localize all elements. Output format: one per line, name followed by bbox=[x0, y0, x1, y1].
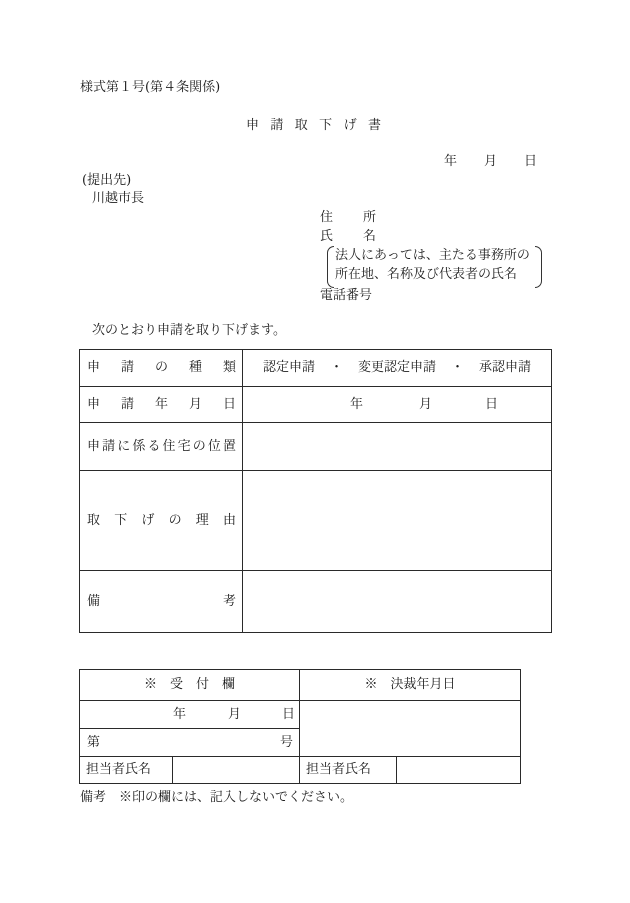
name-label bbox=[320, 229, 376, 245]
form-number: 様式第１号(第４条関係) bbox=[80, 80, 221, 95]
application-date-year: 年 bbox=[350, 396, 364, 412]
housing-location-value-cell bbox=[243, 423, 552, 471]
label-char: げ bbox=[343, 118, 357, 133]
application-type-options bbox=[243, 360, 551, 376]
label-char: る bbox=[147, 438, 161, 454]
label-char: 下 bbox=[114, 512, 128, 528]
application-type-label bbox=[87, 360, 236, 376]
label-char: 日 bbox=[222, 396, 236, 412]
remarks-label-cell bbox=[80, 571, 243, 633]
submission-date-year: 年 bbox=[444, 154, 458, 169]
label-char: 申 bbox=[87, 438, 101, 454]
office-use-table bbox=[79, 669, 521, 784]
number-prefix: 第 bbox=[87, 734, 101, 750]
label-char: 住 bbox=[320, 210, 334, 225]
withdrawal-reason-value-cell bbox=[243, 471, 552, 571]
application-date-label-cell bbox=[80, 387, 243, 423]
option-change-certification: 変更認定申請 bbox=[357, 360, 436, 375]
withdrawal-reason-label-cell bbox=[80, 471, 243, 571]
recipient-name: 川越市長 bbox=[92, 191, 145, 206]
label-char: の bbox=[192, 438, 206, 454]
statement: 次のとおり申請を取り下げます。 bbox=[92, 323, 286, 338]
note-bracket-left bbox=[327, 246, 334, 288]
label-char: 氏 bbox=[320, 229, 334, 244]
label-char: の bbox=[154, 360, 168, 375]
label-char: 申 bbox=[246, 118, 260, 133]
application-date-month: 月 bbox=[419, 396, 433, 412]
label-char: 下 bbox=[319, 118, 333, 133]
reception-number-cell bbox=[80, 729, 300, 757]
recipient-label: (提出先) bbox=[82, 173, 132, 188]
reception-header: ※ 受 付 欄 bbox=[80, 670, 300, 701]
reception-staff-name-cell bbox=[173, 757, 300, 784]
label-char: 住 bbox=[162, 438, 176, 454]
label-char: 申 bbox=[87, 360, 101, 375]
decision-date-cell bbox=[300, 701, 521, 757]
withdrawal-table bbox=[79, 349, 552, 633]
application-type-row bbox=[80, 350, 552, 387]
decision-staff-name-cell bbox=[397, 757, 521, 784]
label-char: 宅 bbox=[177, 438, 191, 454]
remarks-value-cell bbox=[243, 571, 552, 633]
note-bracket-right bbox=[535, 246, 542, 288]
reception-date-row bbox=[80, 701, 521, 729]
application-date-label bbox=[87, 397, 236, 413]
label-char: 考 bbox=[222, 593, 236, 609]
label-char: 請 bbox=[102, 438, 116, 454]
application-date-row bbox=[80, 387, 552, 423]
corporate-note-line-2: 所在地、名称及び代表者の氏名 bbox=[335, 267, 518, 282]
corporate-note-line-1: 法人にあっては、主たる事務所の bbox=[335, 248, 530, 263]
remarks-row bbox=[80, 571, 552, 633]
label-char: 月 bbox=[188, 396, 202, 412]
label-char: 種 bbox=[188, 360, 202, 375]
label-char: 置 bbox=[222, 438, 236, 454]
option-approval: 承認申請 bbox=[479, 360, 532, 375]
label-char: 取 bbox=[294, 118, 308, 133]
label-char: げ bbox=[141, 512, 155, 528]
document-title bbox=[246, 118, 381, 134]
label-char: 理 bbox=[195, 512, 209, 528]
number-suffix: 号 bbox=[280, 734, 294, 750]
submission-date-month: 月 bbox=[484, 154, 498, 169]
label-char: 請 bbox=[120, 396, 134, 412]
office-header-row bbox=[80, 670, 521, 701]
reception-date-year: 年 bbox=[173, 706, 187, 722]
housing-location-row bbox=[80, 423, 552, 471]
label-char: 申 bbox=[87, 396, 101, 412]
reception-date-cell bbox=[80, 701, 300, 729]
phone-label: 電話番号 bbox=[320, 288, 373, 303]
housing-location-label-cell bbox=[80, 423, 243, 471]
footer-note: 備考 ※印の欄には、記入しないでください。 bbox=[80, 790, 354, 805]
label-char: 取 bbox=[87, 512, 101, 528]
label-char: 名 bbox=[362, 229, 376, 244]
label-char: 類 bbox=[222, 360, 236, 375]
decision-date-header: ※ 決裁年月日 bbox=[300, 670, 521, 701]
reception-date-month: 月 bbox=[228, 706, 242, 722]
option-certification: 認定申請 bbox=[262, 360, 315, 375]
remarks-label bbox=[87, 594, 236, 610]
option-separator: ・ bbox=[451, 360, 465, 375]
application-type-label-cell bbox=[80, 350, 243, 387]
reception-date-day: 日 bbox=[282, 706, 296, 722]
option-separator: ・ bbox=[329, 360, 343, 375]
reception-staff-label: 担当者氏名 bbox=[80, 757, 173, 784]
label-char: 係 bbox=[132, 438, 146, 454]
application-type-value-cell bbox=[243, 350, 552, 387]
label-char: に bbox=[117, 438, 131, 454]
label-char: 位 bbox=[207, 438, 221, 454]
address-label bbox=[320, 210, 376, 226]
staff-row bbox=[80, 757, 521, 784]
label-char: 備 bbox=[87, 593, 101, 609]
housing-location-label bbox=[87, 439, 236, 455]
label-char: 請 bbox=[270, 118, 284, 133]
withdrawal-reason-row bbox=[80, 471, 552, 571]
label-char: 書 bbox=[367, 118, 381, 133]
label-char: 由 bbox=[222, 512, 236, 528]
label-char: の bbox=[168, 512, 182, 528]
withdrawal-reason-label bbox=[87, 513, 236, 529]
application-date-value-cell bbox=[243, 387, 552, 423]
application-date-day: 日 bbox=[485, 396, 499, 412]
label-char: 所 bbox=[362, 210, 376, 225]
decision-staff-label: 担当者氏名 bbox=[300, 757, 397, 784]
submission-date-day: 日 bbox=[524, 154, 538, 169]
label-char: 年 bbox=[154, 396, 168, 412]
label-char: 請 bbox=[120, 360, 134, 375]
